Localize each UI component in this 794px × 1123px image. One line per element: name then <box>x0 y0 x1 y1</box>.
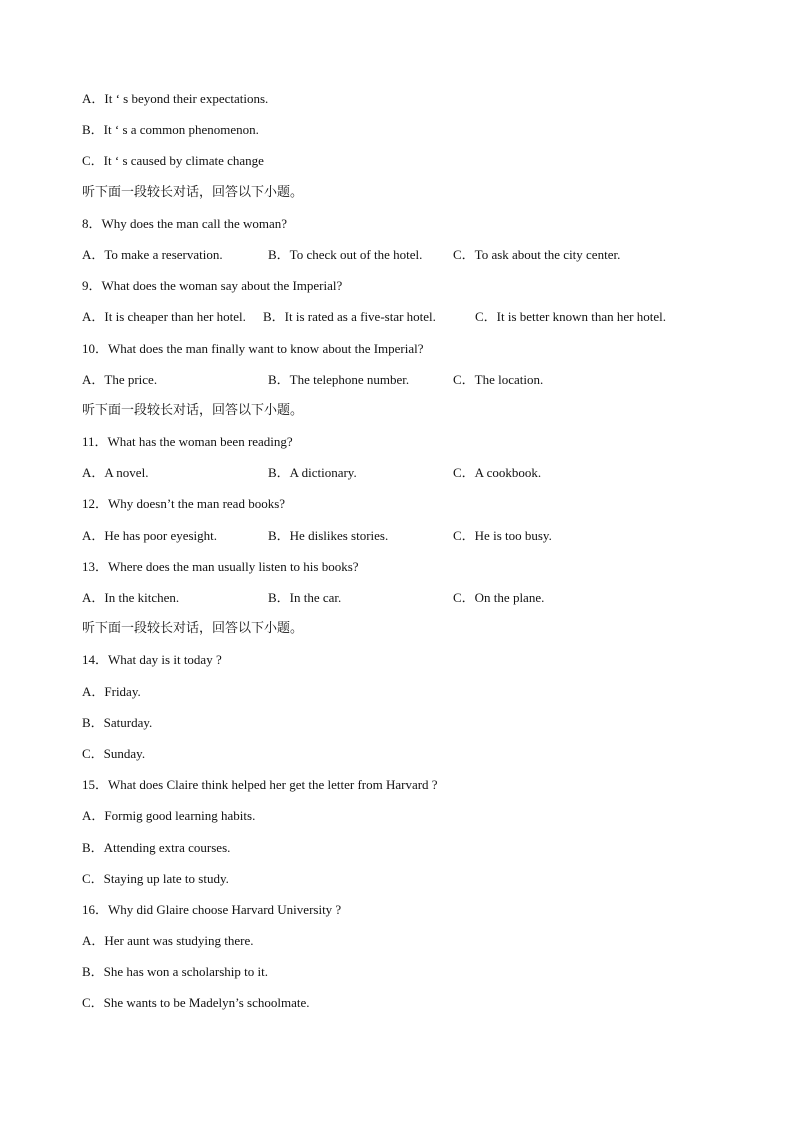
options-row-9 <box>82 306 722 337</box>
option-a: A．In the kitchen. <box>82 590 180 605</box>
option-line: C．It ‘ s caused by climate change <box>82 153 264 169</box>
option-c: C．It is better known than her hotel. <box>475 309 666 325</box>
options-row-10 <box>82 369 722 400</box>
section-instruction: 听下面一段较长对话，回答以下小题。 <box>82 402 304 418</box>
option-line: B．Saturday. <box>82 714 153 730</box>
option-line: A．Formig good learning habits. <box>82 808 256 824</box>
option-line: A．Friday. <box>82 683 141 699</box>
option-b: B．A dictionary. <box>268 465 357 481</box>
option-c: C．To ask about the city center. <box>453 246 621 262</box>
option-c: C．He is too busy. <box>453 527 552 543</box>
question-8: 8．Why does the man call the woman? <box>82 215 288 231</box>
option-line: B．Attending extra courses. <box>82 839 231 855</box>
option-a: A．He has poor eyesight. <box>82 527 218 543</box>
options-row-12 <box>82 525 722 556</box>
question-16: 16．Why did Glaire choose Harvard University ? <box>82 901 342 917</box>
option-line: B．It ‘ s a common phenomenon. <box>82 122 259 138</box>
option-a: A．To make a reservation. <box>82 246 223 262</box>
question-10: 10．What does the man finally want to know about the Imperial? <box>82 340 424 356</box>
option-line: B．She has won a scholarship to it. <box>82 964 268 980</box>
question-12: 12．Why doesn’t the man read books? <box>82 496 286 512</box>
option-line: C．She wants to be Madelyn’s schoolmate. <box>82 995 310 1011</box>
section-instruction: 听下面一段较长对话，回答以下小题。 <box>82 184 304 200</box>
option-line: A．Her aunt was studying there. <box>82 933 254 949</box>
options-row-13 <box>82 587 722 618</box>
option-a: A．The price. <box>82 371 158 387</box>
option-a: A．A novel. <box>82 465 149 481</box>
option-c: C．The location. <box>453 371 544 387</box>
option-b: B．In the car. <box>268 590 342 605</box>
option-a: A．It is cheaper than her hotel. <box>82 309 246 325</box>
options-row-8 <box>82 244 722 275</box>
question-14: 14．What day is it today ? <box>82 652 222 668</box>
question-11: 11．What has the woman been reading? <box>82 434 293 450</box>
section-instruction: 听下面一段较长对话，回答以下小题。 <box>82 621 304 637</box>
option-c: C．A cookbook. <box>453 465 542 481</box>
options-row-11 <box>82 462 722 493</box>
option-b: B．It is rated as a five-star hotel. <box>263 309 436 325</box>
question-9: 9．What does the woman say about the Imperial? <box>82 278 343 294</box>
option-line: C．Sunday. <box>82 745 146 761</box>
question-15: 15．What does Claire think helped her get the letter from Harvard ? <box>82 777 438 793</box>
document-page <box>82 88 722 1024</box>
option-b: B．He dislikes stories. <box>268 527 389 543</box>
question-13: 13．Where does the man usually listen to his books? <box>82 558 359 574</box>
option-b: B．To check out of the hotel. <box>268 246 423 262</box>
option-line: C．Staying up late to study. <box>82 870 229 886</box>
option-c: C．On the plane. <box>453 590 545 605</box>
option-line: A．It ‘ s beyond their expectations. <box>82 91 269 106</box>
option-b: B．The telephone number. <box>268 371 410 387</box>
